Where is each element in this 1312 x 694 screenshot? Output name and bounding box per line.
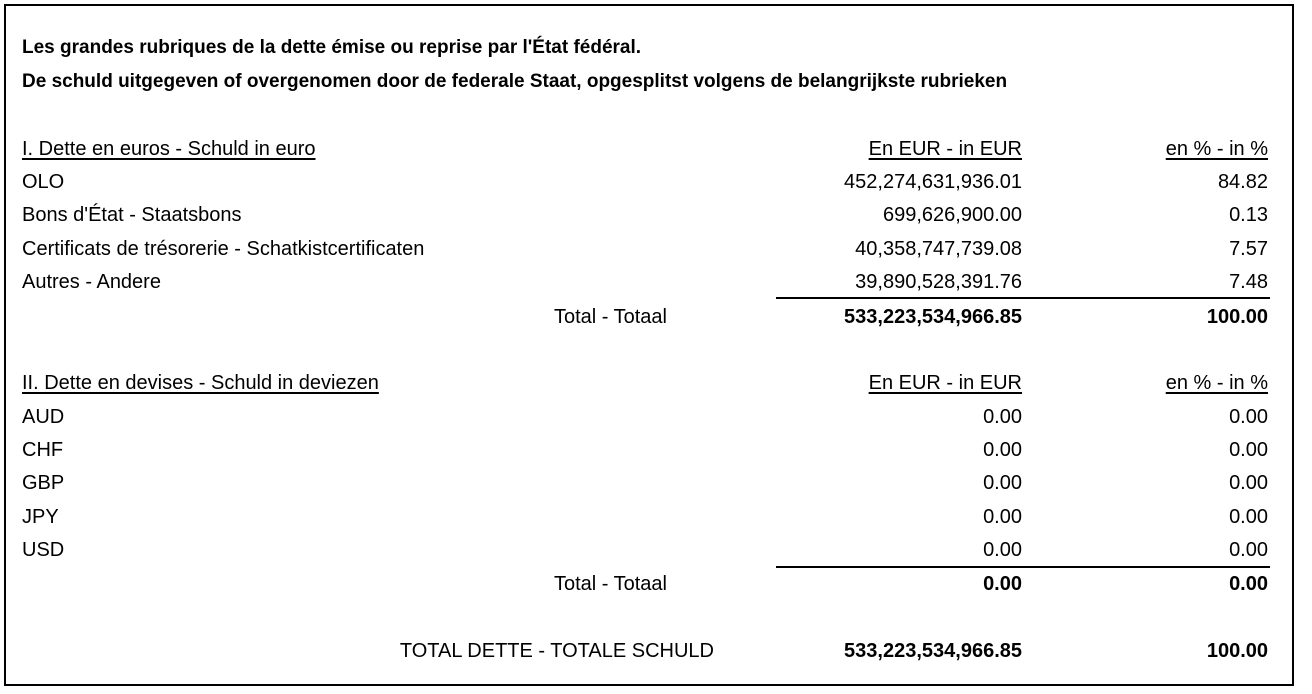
section2-row-label: AUD — [22, 406, 65, 428]
section2-row-amount: 0.00 — [983, 406, 1022, 428]
section2-row-amount: 0.00 — [983, 539, 1022, 561]
section1-total-pct: 100.00 — [1206, 306, 1268, 328]
section1-row-amount: 699,626,900.00 — [882, 204, 1022, 226]
section2-col-amount: En EUR - in EUR — [868, 372, 1022, 394]
section1-row-amount: 452,274,631,936.01 — [844, 171, 1022, 193]
section2-row-amount: 0.00 — [983, 472, 1022, 494]
title-fr: Les grandes rubriques de la dette émise ou reprise par l'État fédéral. — [22, 37, 642, 58]
section2-total-amount: 0.00 — [983, 573, 1022, 595]
section1-row-pct: 84.82 — [1217, 171, 1268, 193]
section1-total-rule — [776, 297, 1270, 299]
section2-row-pct: 0.00 — [1229, 439, 1268, 461]
section2-total-label: Total - Totaal — [553, 573, 667, 595]
section2-row-label: USD — [22, 539, 65, 561]
grand-total-amount: 533,223,534,966.85 — [844, 640, 1022, 662]
section1-row-amount: 40,358,747,739.08 — [855, 238, 1022, 260]
section1-row-label: Certificats de trésorerie - Schatkistcertificaten — [22, 238, 425, 260]
section1-row-label: Autres - Andere — [22, 271, 161, 293]
section2-row-amount: 0.00 — [983, 506, 1022, 528]
section1-total-label: Total - Totaal — [553, 306, 667, 328]
section1-col-pct: en % - in % — [1165, 138, 1268, 160]
section1-row-label: Bons d'État - Staatsbons — [22, 204, 242, 226]
section2-heading: II. Dette en devises - Schuld in deviezen — [22, 372, 379, 394]
section2-row-pct: 0.00 — [1229, 406, 1268, 428]
grand-total-label: TOTAL DETTE - TOTALE SCHULD — [399, 640, 714, 662]
section2-row-pct: 0.00 — [1229, 472, 1268, 494]
section2-row-pct: 0.00 — [1229, 506, 1268, 528]
section2-total-rule — [776, 566, 1270, 568]
section1-row-amount: 39,890,528,391.76 — [855, 271, 1022, 293]
section1-col-amount: En EUR - in EUR — [868, 138, 1022, 160]
section1-row-pct: 7.48 — [1229, 271, 1268, 293]
section1-total-amount: 533,223,534,966.85 — [844, 306, 1022, 328]
grand-total-pct: 100.00 — [1206, 640, 1268, 662]
section2-row-amount: 0.00 — [983, 439, 1022, 461]
section1-heading: I. Dette en euros - Schuld in euro — [22, 138, 316, 160]
section2-col-pct: en % - in % — [1165, 372, 1268, 394]
section2-row-label: GBP — [22, 472, 65, 494]
title-nl: De schuld uitgegeven of overgenomen door de federale Staat, opgesplitst volgens de belangrijkste rubrieken — [22, 71, 1008, 92]
section1-row-pct: 7.57 — [1229, 238, 1268, 260]
section1-row-pct: 0.13 — [1229, 204, 1268, 226]
section2-row-pct: 0.00 — [1229, 539, 1268, 561]
section2-row-label: JPY — [22, 506, 59, 528]
section2-row-label: CHF — [22, 439, 64, 461]
section2-total-pct: 0.00 — [1229, 573, 1268, 595]
section1-row-label: OLO — [22, 171, 65, 193]
